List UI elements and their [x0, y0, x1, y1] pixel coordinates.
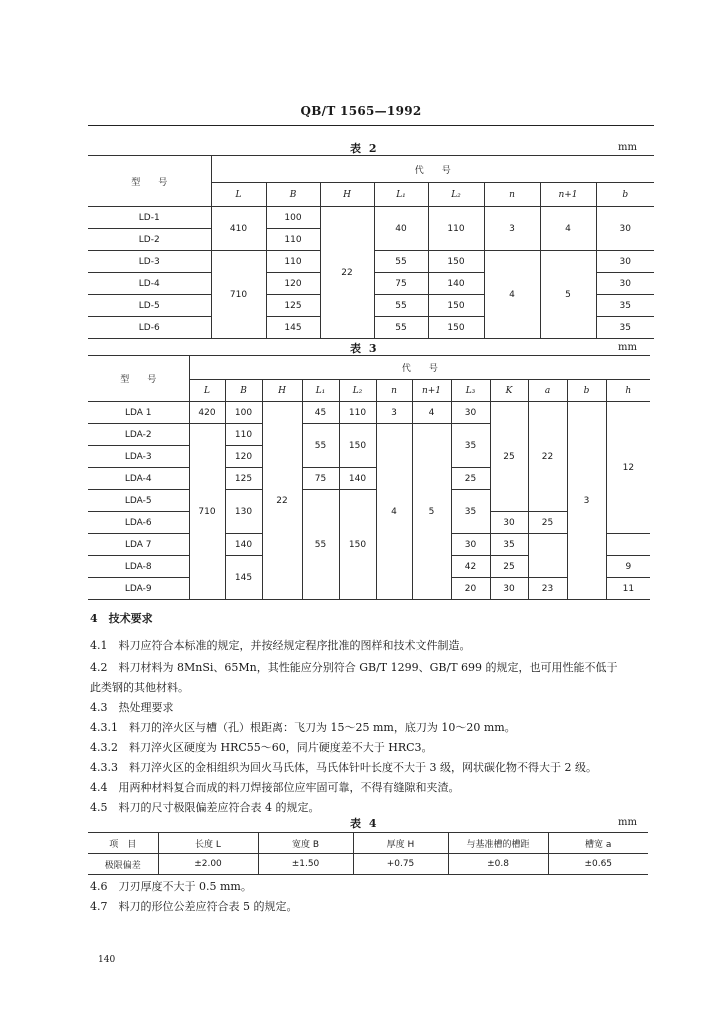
col-header: B [266, 183, 320, 207]
col-header: h [606, 380, 650, 402]
value-cell: 5 [540, 251, 596, 339]
value-cell: 30 [596, 251, 654, 273]
t4-cell: ±2.00 [158, 854, 258, 875]
clause-4-6: 4.6 刀刃厚度不大于 0.5 mm。 [90, 880, 252, 893]
value-cell: 140 [225, 534, 262, 556]
value-cell: 110 [266, 251, 320, 273]
value-cell: 25 [528, 512, 567, 534]
value-cell: 35 [596, 295, 654, 317]
t4-header: 项 目 [88, 833, 158, 854]
model-header: 型 号 [88, 356, 189, 402]
clause-4-3-2: 4.3.2 料刀淬火区硬度为 HRC55～60，同片硬度差不大于 HRC3。 [90, 741, 433, 754]
table2-unit: mm [618, 142, 637, 153]
value-cell: 100 [225, 402, 262, 424]
t4-header: 宽度 B [258, 833, 353, 854]
value-cell: 710 [211, 251, 266, 339]
value-cell [606, 534, 650, 556]
col-header: L [211, 183, 266, 207]
col-header: K [490, 380, 528, 402]
value-cell: 55 [374, 317, 428, 339]
standard-number-header: QB/T 1565—1992 [300, 104, 422, 118]
model-cell: LDA-3 [88, 446, 189, 468]
value-cell: 150 [428, 295, 484, 317]
value-cell: 30 [490, 578, 528, 600]
value-cell: 3 [376, 402, 412, 424]
value-cell: 125 [225, 468, 262, 490]
model-header: 型 号 [88, 156, 211, 207]
value-cell: 125 [266, 295, 320, 317]
col-header: L₁ [302, 380, 339, 402]
clause-4-1: 4.1 料刀应符合本标准的规定，并按经规定程序批准的图样和技术文件制造。 [90, 639, 471, 652]
value-cell: 110 [225, 424, 262, 446]
value-cell: 3 [484, 207, 540, 251]
value-cell: 55 [374, 295, 428, 317]
value-cell: 120 [225, 446, 262, 468]
col-header: L₃ [451, 380, 490, 402]
value-cell: 35 [451, 424, 490, 468]
value-cell: 420 [189, 402, 225, 424]
value-cell: 25 [490, 402, 528, 512]
code-header: 代 号 [189, 356, 650, 380]
model-cell: LD-5 [88, 295, 211, 317]
model-cell: LDA-9 [88, 578, 189, 600]
clause-4-2: 4.2 料刀材料为 8MnSi、65Mn，其性能应分别符合 GB/T 1299、GB/T 699 的规定，也可用性能不低于 [90, 661, 618, 674]
value-cell: 710 [189, 424, 225, 600]
value-cell: 30 [451, 402, 490, 424]
model-cell: LDA-8 [88, 556, 189, 578]
section-heading: 4 技术要求 [90, 612, 153, 625]
clause-4-7: 4.7 料刀的形位公差应符合表 5 的规定。 [90, 900, 298, 913]
value-cell: 410 [211, 207, 266, 251]
model-cell: LDA-2 [88, 424, 189, 446]
clause-4-3-3: 4.3.3 料刀淬火区的金相组织为回火马氏体，马氏体针叶长度不大于 3 级，网状碳化物不得大于 2 级。 [90, 761, 597, 774]
value-cell: 30 [490, 512, 528, 534]
clause-4-3-1: 4.3.1 料刀的淬火区与槽（孔）根距离：飞刀为 15～25 mm，底刀为 10～20 mm。 [90, 721, 516, 734]
table2 [88, 155, 654, 339]
value-cell: 22 [528, 402, 567, 512]
value-cell: 35 [596, 317, 654, 339]
value-cell: 55 [302, 424, 339, 468]
value-cell: 55 [374, 251, 428, 273]
col-header: H [262, 380, 302, 402]
value-cell: 9 [606, 556, 650, 578]
t4-cell: ±1.50 [258, 854, 353, 875]
value-cell: 150 [428, 251, 484, 273]
value-cell: 40 [374, 207, 428, 251]
col-header: b [567, 380, 606, 402]
value-cell: 145 [266, 317, 320, 339]
value-cell: 150 [339, 424, 376, 468]
value-cell: 30 [596, 207, 654, 251]
value-cell: 42 [451, 556, 490, 578]
value-cell: 55 [302, 490, 339, 600]
value-cell: 35 [490, 534, 528, 556]
clause-4-3: 4.3 热处理要求 [90, 701, 174, 714]
value-cell: 110 [339, 402, 376, 424]
value-cell: 110 [428, 207, 484, 251]
table3-caption: 表 3 [350, 342, 379, 355]
value-cell: 30 [451, 534, 490, 556]
model-cell: LD-6 [88, 317, 211, 339]
col-header: a [528, 380, 567, 402]
col-header: n+1 [412, 380, 451, 402]
table4-caption: 表 4 [350, 817, 379, 830]
clause-4-2-cont: 此类钢的其他材料。 [90, 681, 189, 694]
clause-4-4: 4.4 用两种材料复合而成的料刀焊接部位应牢固可靠，不得有缝隙和夹渣。 [90, 781, 460, 794]
table4-unit: mm [618, 817, 637, 828]
value-cell: 4 [412, 402, 451, 424]
value-cell: 150 [428, 317, 484, 339]
table3-unit: mm [618, 342, 637, 353]
value-cell: 5 [412, 424, 451, 600]
value-cell [528, 534, 567, 578]
value-cell: 3 [567, 402, 606, 600]
model-cell: LDA-6 [88, 512, 189, 534]
value-cell: 23 [528, 578, 567, 600]
model-cell: LDA 1 [88, 402, 189, 424]
value-cell: 30 [596, 273, 654, 295]
model-cell: LD-2 [88, 229, 211, 251]
value-cell: 150 [339, 490, 376, 600]
value-cell: 20 [451, 578, 490, 600]
value-cell: 22 [262, 402, 302, 600]
value-cell: 140 [428, 273, 484, 295]
value-cell: 75 [374, 273, 428, 295]
value-cell: 100 [266, 207, 320, 229]
value-cell: 45 [302, 402, 339, 424]
table2-caption: 表 2 [350, 142, 379, 155]
page-number: 140 [98, 955, 116, 965]
value-cell: 22 [320, 207, 374, 339]
t4-header: 与基准槽的槽距 [448, 833, 548, 854]
header-rule [88, 125, 654, 126]
t4-cell: +0.75 [353, 854, 448, 875]
value-cell: 11 [606, 578, 650, 600]
code-header: 代 号 [211, 156, 654, 183]
value-cell: 140 [339, 468, 376, 490]
model-cell: LDA-5 [88, 490, 189, 512]
col-header: L₂ [339, 380, 376, 402]
col-header: H [320, 183, 374, 207]
value-cell: 75 [302, 468, 339, 490]
model-cell: LD-3 [88, 251, 211, 273]
t4-header: 槽宽 a [548, 833, 648, 854]
col-header: L₂ [428, 183, 484, 207]
model-cell: LD-4 [88, 273, 211, 295]
value-cell: 130 [225, 490, 262, 534]
value-cell: 25 [451, 468, 490, 490]
t4-header: 长度 L [158, 833, 258, 854]
t4-cell: 极限偏差 [88, 854, 158, 875]
table3 [88, 355, 650, 600]
col-header: L₁ [374, 183, 428, 207]
t4-header: 厚度 H [353, 833, 448, 854]
model-cell: LDA 7 [88, 534, 189, 556]
value-cell: 110 [266, 229, 320, 251]
col-header: n+1 [540, 183, 596, 207]
col-header: n [484, 183, 540, 207]
col-header: L [189, 380, 225, 402]
model-cell: LD-1 [88, 207, 211, 229]
value-cell: 12 [606, 402, 650, 534]
value-cell: 25 [490, 556, 528, 578]
value-cell: 145 [225, 556, 262, 600]
col-header: b [596, 183, 654, 207]
value-cell: 4 [484, 251, 540, 339]
clause-4-5: 4.5 料刀的尺寸极限偏差应符合表 4 的规定。 [90, 801, 320, 814]
t4-cell: ±0.8 [448, 854, 548, 875]
model-cell: LDA-4 [88, 468, 189, 490]
value-cell: 35 [451, 490, 490, 534]
col-header: n [376, 380, 412, 402]
table4 [88, 832, 648, 875]
col-header: B [225, 380, 262, 402]
value-cell: 4 [540, 207, 596, 251]
t4-cell: ±0.65 [548, 854, 648, 875]
value-cell: 4 [376, 424, 412, 600]
value-cell: 120 [266, 273, 320, 295]
